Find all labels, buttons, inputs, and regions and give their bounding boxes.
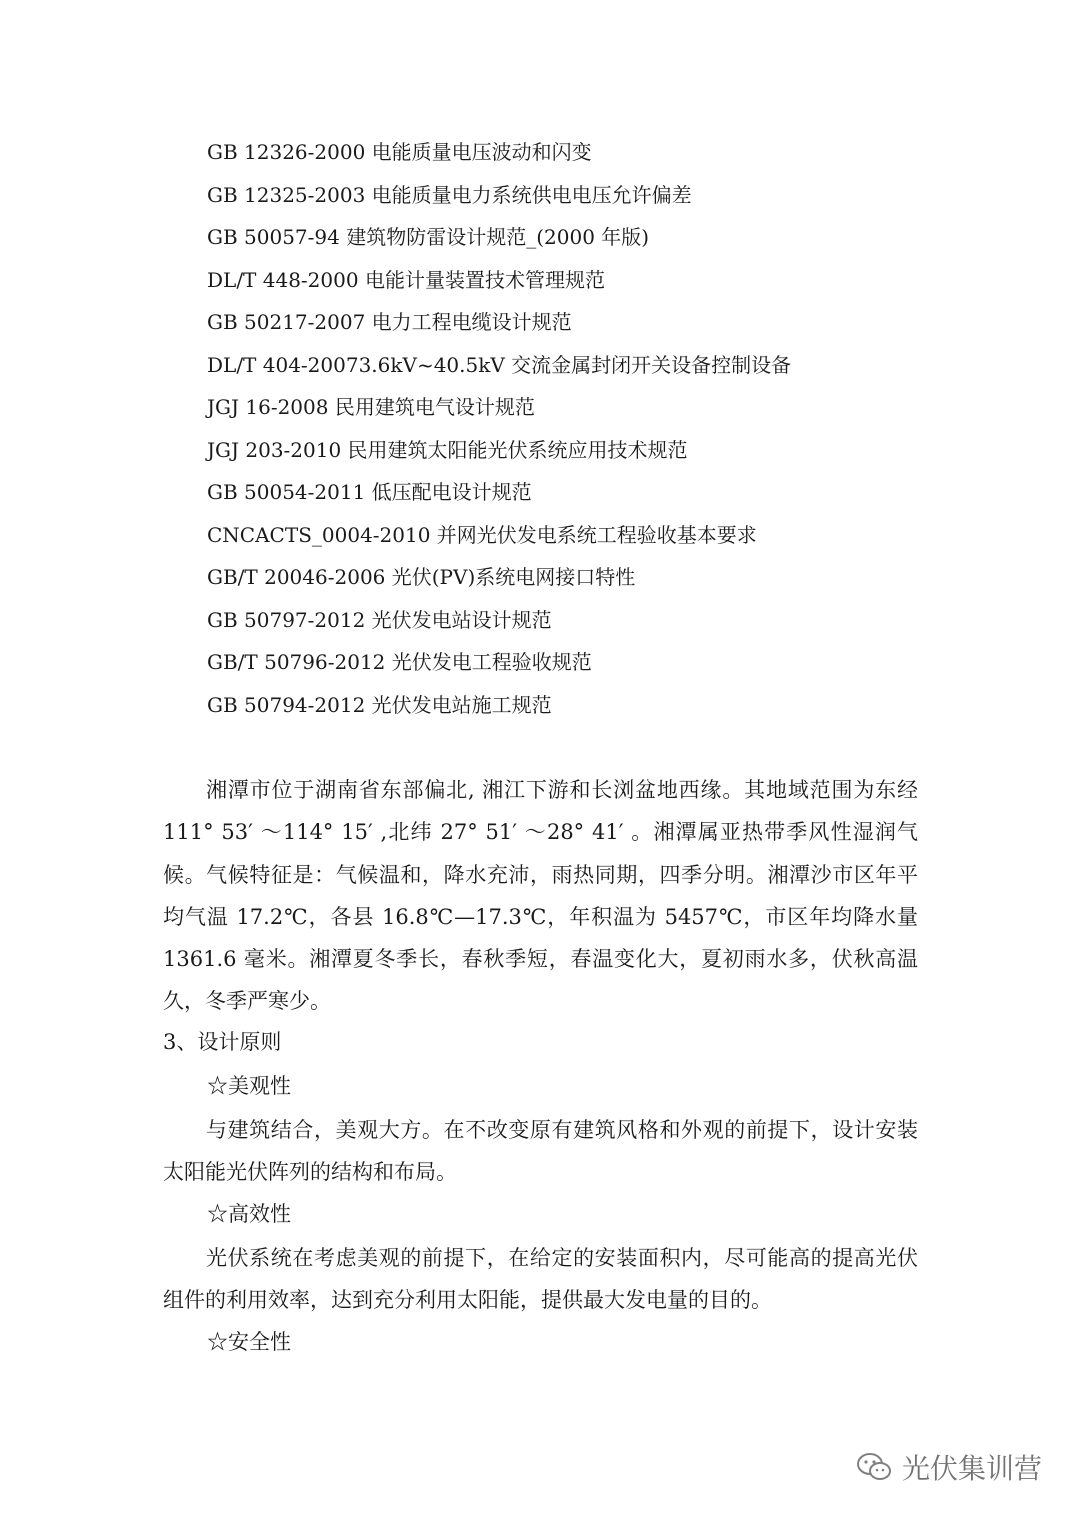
standard-item: GB 50054-2011 低压配电设计规范 (207, 480, 532, 504)
watermark-text: 光伏集训营 (901, 1452, 1042, 1485)
standard-item: GB 12325-2003 电能质量电力系统供电电压允许偏差 (207, 182, 692, 207)
standard-item: GB 50057-94 建筑物防雷设计规范_(2000 年版) (207, 225, 650, 249)
standard-item: JGJ 203-2010 民用建筑太阳能光伏系统应用技术规范 (207, 437, 688, 462)
climate-paragraph: 湘潭市位于湖南省东部偏北, 湘江下游和长浏盆地西缘。其地域范围为东经 111° 53′ ～114° 15′ ,北纬 27° 51′ ～28° 41′ 。湘潭属亚热带季风性湿润气候。气候特征是：气候温和，降水充沛，雨热同期，四季分明。湘潭沙市区年平均气温 17.2℃，各县 16.8℃—17.3℃，年积温为 5457℃，市区年均降水量 1361.6 毫米。湘潭夏冬季长，春秋季短，春温变化大，夏初雨水多，伏秋高温久，冬季严寒少。 (163, 778, 918, 1014)
standard-item: GB 50797-2012 光伏发电站设计规范 (207, 607, 552, 632)
standard-item: DL/T 448-2000 电能计量装置技术管理规范 (207, 267, 605, 292)
principle-aesthetics-text: 与建筑结合，美观大方。在不改变原有建筑风格和外观的前提下，设计安装太阳能光伏阵列的结构和布局。 (163, 1118, 918, 1185)
standard-item: GB/T 50796-2012 光伏发电工程验收规范 (207, 650, 592, 674)
watermark (856, 1447, 1042, 1487)
standards-list (207, 131, 791, 726)
principle-aesthetics-title: ☆美观性 (207, 1074, 291, 1098)
standard-item: GB 50217-2007 电力工程电缆设计规范 (207, 310, 572, 334)
standard-item: CNCACTS_0004-2010 并网光伏发电系统工程验收基本要求 (207, 522, 757, 547)
standard-item: GB/T 20046-2006 光伏(PV)系统电网接口特性 (207, 565, 636, 589)
standard-item: GB 50794-2012 光伏发电站施工规范 (207, 692, 552, 717)
principle-safety-title: ☆安全性 (207, 1330, 291, 1354)
principle-efficiency-title: ☆高效性 (207, 1202, 291, 1226)
wechat-icon (856, 1452, 892, 1482)
standard-item: DL/T 404-20073.6kV~40.5kV 交流金属封闭开关设备控制设备 (207, 352, 792, 377)
principle-efficiency-text: 光伏系统在考虑美观的前提下，在给定的安装面积内，尽可能高的提高光伏组件的利用效率，达到充分利用太阳能，提供最大发电量的目的。 (163, 1246, 918, 1313)
standard-item: JGJ 16-2008 民用建筑电气设计规范 (207, 395, 535, 419)
section-heading: 3、设计原则 (163, 1030, 282, 1054)
standard-item: GB 12326-2000 电能质量电压波动和闪变 (207, 140, 592, 164)
